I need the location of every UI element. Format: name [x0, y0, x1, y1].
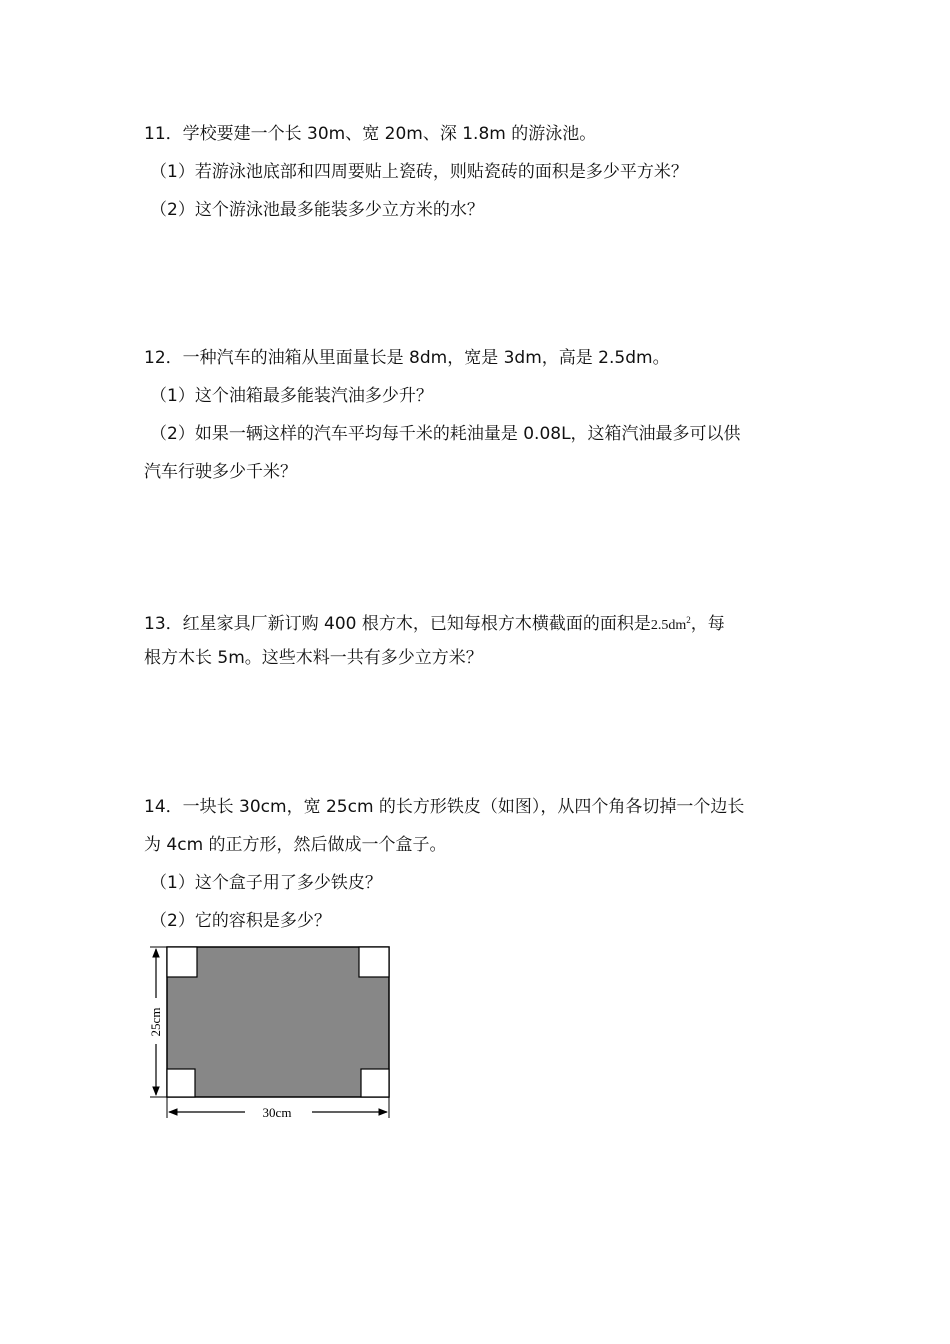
- metal-sheet: [167, 947, 389, 1097]
- sheet-figure: [140, 940, 410, 1134]
- corner-square-top-right: [359, 947, 389, 977]
- q13-area-value: $2.5dm^2$: [650, 615, 691, 633]
- corner-square-bottom-right: [361, 1069, 389, 1097]
- sheet-diagram: [140, 940, 410, 1130]
- q11-sub1: （1）若游泳池底部和四周要贴上瓷砖，则贴瓷砖的面积是多少平方米？: [150, 162, 688, 182]
- q12-sub2-line2: 汽车行驶多少千米？: [144, 462, 297, 482]
- height-label: 25cm: [148, 1007, 163, 1037]
- q14-sub2: （2）它的容积是多少？: [150, 911, 331, 931]
- q14-sub1: （1）这个盒子用了多少铁皮？: [150, 873, 382, 893]
- corner-square-bottom-left: [167, 1069, 195, 1097]
- corner-square-top-left: [167, 947, 197, 977]
- q12-sub1: （1）这个油箱最多能装汽油多少升？: [150, 386, 433, 406]
- q13-stem-a: 13．红星家具厂新订购 400 根方木，已知每根方木横截面的面积是: [144, 614, 651, 634]
- q13-stem-line2: 根方木长 5m。这些木料一共有多少立方米？: [144, 648, 483, 668]
- q13-stem: [144, 608, 725, 638]
- q13-stem-b: ，每: [690, 614, 725, 634]
- q12-sub2-line1: （2）如果一辆这样的汽车平均每千米的耗油量是 0.08L，这箱汽油最多可以供: [150, 424, 741, 444]
- q14-stem-line2: 为 4cm 的正方形，然后做成一个盒子。: [144, 835, 447, 855]
- width-label: 30cm: [262, 1105, 292, 1120]
- q11-stem: 11．学校要建一个长 30m、宽 20m、深 1.8m 的游泳池。: [144, 124, 597, 144]
- q12-stem: 12．一种汽车的油箱从里面量长是 8dm，宽是 3dm，高是 2.5dm。: [144, 348, 670, 368]
- q11-sub2: （2）这个游泳池最多能装多少立方米的水？: [150, 200, 484, 220]
- q14-stem-line1: 14．一块长 30cm，宽 25cm 的长方形铁皮（如图），从四个角各切掉一个边长: [144, 797, 745, 817]
